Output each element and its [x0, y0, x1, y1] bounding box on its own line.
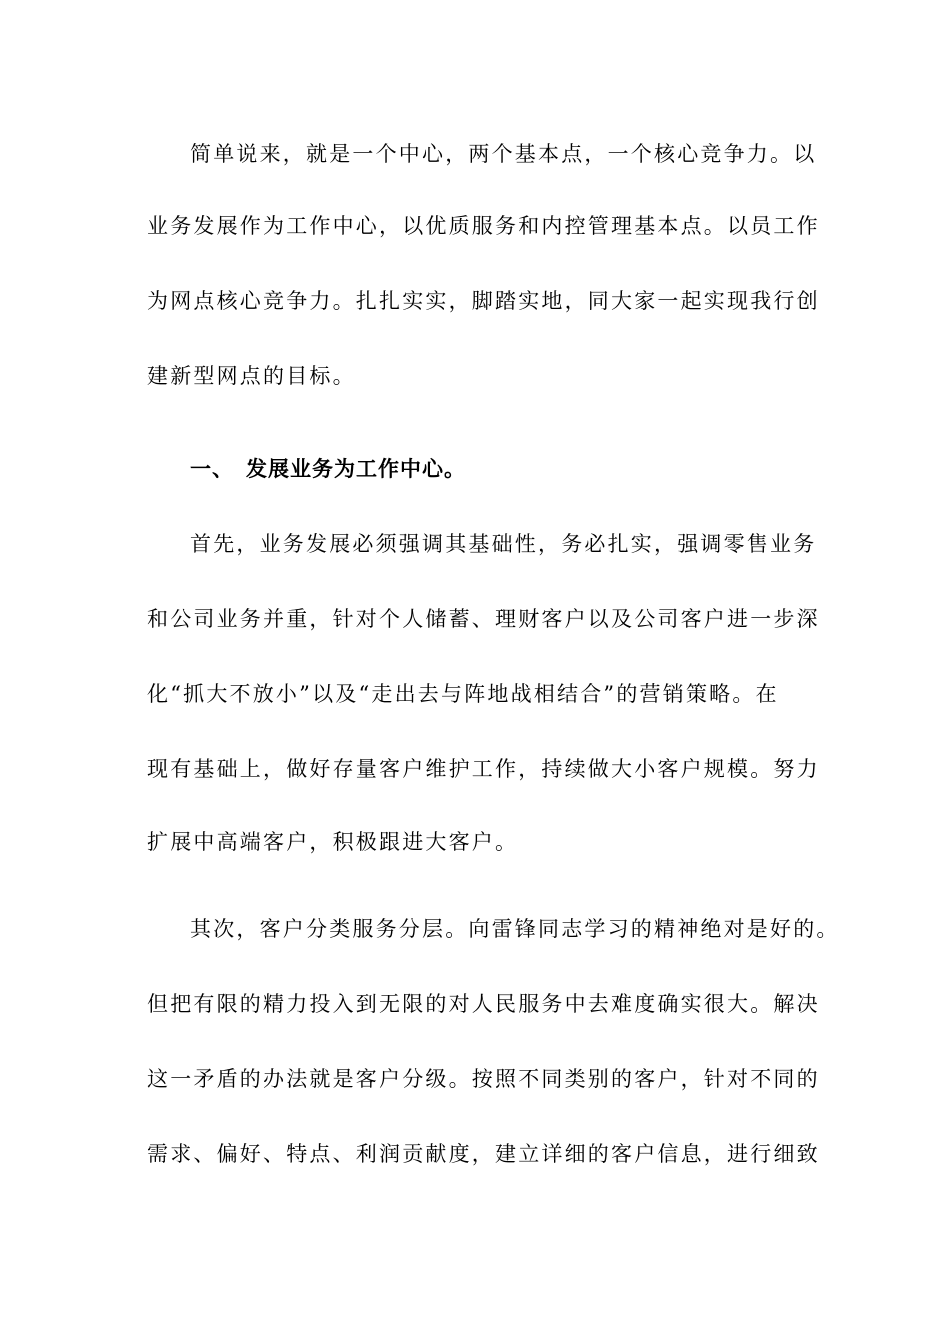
paragraph-line: 为网点核心竞争力。扎扎实实，脚踏实地，同大家一起实现我行创: [147, 289, 820, 313]
section-number: 一、: [190, 457, 234, 481]
paragraph-line: 化“抓大不放小”以及“走出去与阵地战相结合”的营销策略。在: [147, 682, 779, 706]
paragraph-line: 但把有限的精力投入到无限的对人民服务中去难度确实很大。解决: [147, 992, 820, 1016]
paragraph-line: 其次，客户分类服务分层。向雷锋同志学习的精神绝对是好的。: [190, 917, 840, 941]
paragraph-line: 这一矛盾的办法就是客户分级。按照不同类别的客户，针对不同的: [147, 1067, 820, 1091]
paragraph-line: 建新型网点的目标。: [147, 364, 356, 388]
paragraph-line: 现有基础上，做好存量客户维护工作，持续做大小客户规模。努力: [147, 757, 820, 781]
paragraph-line: 简单说来，就是一个中心，两个基本点，一个核心竞争力。以: [190, 142, 817, 166]
paragraph-line: 业务发展作为工作中心，以优质服务和内控管理基本点。以员工作: [147, 214, 820, 238]
paragraph-line: 需求、偏好、特点、利润贡献度，建立详细的客户信息，进行细致: [147, 1142, 820, 1166]
paragraph-line: 和公司业务并重，针对个人储蓄、理财客户以及公司客户进一步深: [147, 607, 820, 631]
section-heading: [190, 455, 466, 483]
paragraph-line: 扩展中高端客户，积极跟进大客户。: [147, 830, 519, 854]
paragraph-line: 首先，业务发展必须强调其基础性，务必扎实，强调零售业务: [190, 532, 817, 556]
section-title: 发展业务为工作中心。: [246, 457, 466, 481]
